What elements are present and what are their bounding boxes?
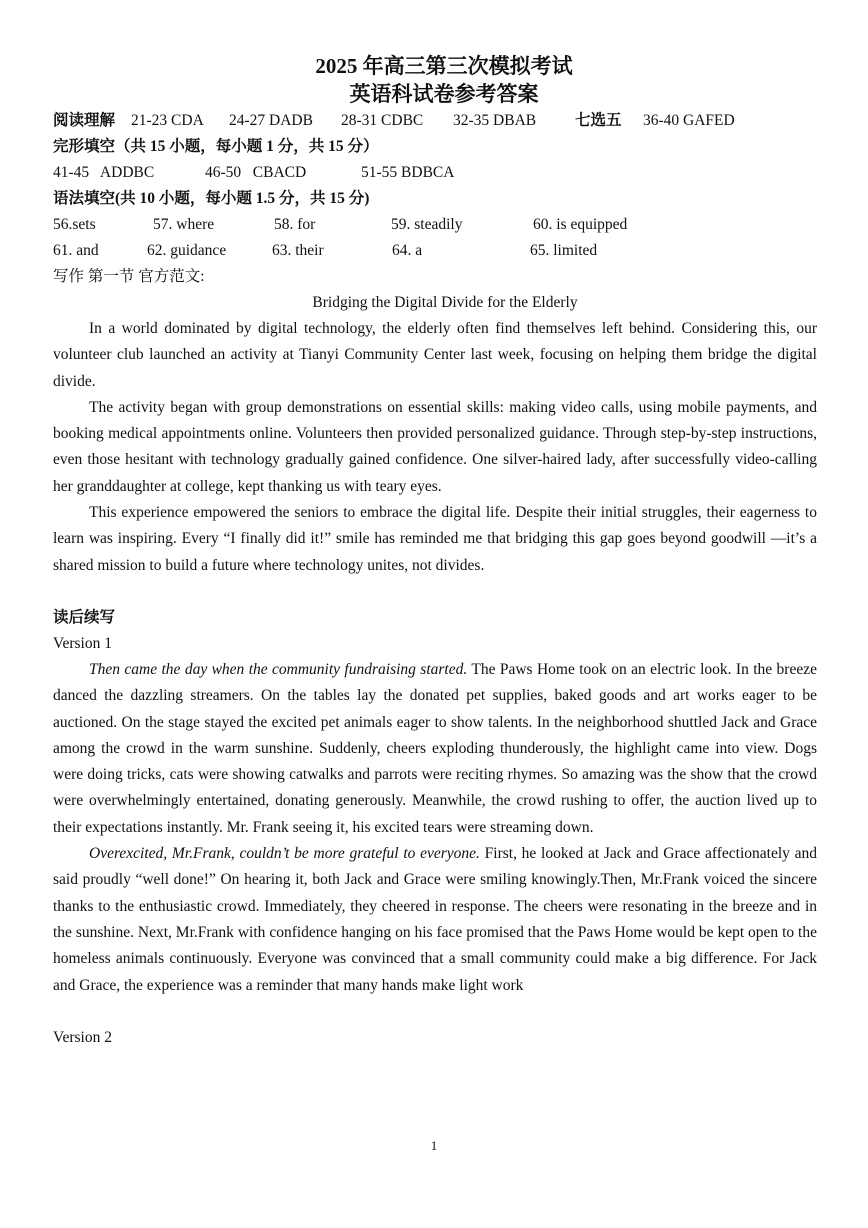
answer-group: 24-27 DADB: [229, 112, 313, 129]
grammar-answers-row: [53, 238, 817, 264]
continuation-label: 读后续写: [53, 608, 116, 626]
reading-label: 阅读理解: [53, 112, 116, 129]
paragraph-body: The Paws Home took on an electric look. In the breeze danced the dazzling streamers. On the tables lay the donated pet supplies, baked goods and art works eager to be auctioned. On the stage stayed the excited pet animals eager to show talents. In the neighborhood shuttled Jack and Grace among the crowd in the warm sunshine. Suddenly, cheers exploding thunderously, the highlight came into view. Dogs were doing tricks, cats were showing catwalks and parrots were reciting rhymes. So amazing was the show that the crowd were overwhelmingly entertained, donating generously. Meanwhile, the crowd rushing to offer, the auction lived up to their expectations instantly. Mr. Frank seeing it, his excited tears were streaming down.: [53, 660, 817, 836]
essay-paragraph: In a world dominated by digital technology, the elderly often find themselves left behind. Considering this, our volunteer club launched an activity at Tianyi Community Center last week, focusing on helping them bridge the digital divide.: [53, 320, 817, 390]
grammar-answer: 60. is equipped: [533, 216, 628, 233]
essay-paragraph: This experience empowered the seniors to embrace the digital life. Despite their initial struggles, their eagerness to learn was inspiring. Every “I finally did it!” smile has reminded me that bridging this gap goes beyond goodwill —it’s a shared mission to build a future where technology unites, not divides.: [53, 504, 817, 574]
reading-answers: [53, 108, 817, 134]
grammar-answer: 64. a: [392, 242, 423, 259]
answer-group: 41-45 ADDBC: [53, 164, 155, 181]
paragraph-lead: Then came the day when the community fundraising started.: [89, 660, 468, 678]
answer-group: 28-31 CDBC: [341, 112, 424, 129]
grammar-answer: 58. for: [274, 216, 316, 233]
grammar-answer: 62. guidance: [147, 242, 227, 259]
paragraph-lead: Overexcited, Mr.Frank, couldn’t be more grateful to everyone.: [89, 845, 480, 863]
grammar-answers-row: [53, 212, 817, 238]
answer-group: 46-50 CBACD: [205, 164, 307, 181]
grammar-heading: 语法填空(共 10 小题，每小题 1.5 分，共 15 分): [53, 190, 370, 207]
seven-choose-five-label: 七选五: [575, 112, 622, 129]
continuation-paragraph: [53, 841, 817, 999]
grammar-answer: 63. their: [272, 242, 324, 259]
writing-section-label: 写作 第一节 官方范文:: [53, 268, 205, 285]
continuation-paragraph: [53, 657, 817, 841]
grammar-answer: 59. steadily: [391, 216, 463, 233]
answer-group: 21-23 CDA: [131, 112, 204, 129]
answer-group: 32-35 DBAB: [453, 112, 537, 129]
essay-paragraph: The activity began with group demonstrations on essential skills: making video calls, using mobile payments, and booking medical appointments online. Volunteers then provided personalized guidance. Through step-by-step instructions, even those hesitant with technology gradually gained confidence. One silver-haired lady, after successfully video-calling her granddaughter at college, kept thanking us with teary eyes.: [53, 398, 817, 495]
cloze-answers: [53, 160, 817, 186]
version-label: Version 2: [53, 1028, 112, 1046]
essay-title: Bridging the Digital Divide for the Elderly: [312, 294, 578, 311]
exam-subtitle: 英语科试卷参考答案: [349, 82, 539, 106]
grammar-answer: 65. limited: [530, 242, 598, 259]
version-label: Version 1: [53, 634, 112, 652]
grammar-answer: 56.sets: [53, 216, 96, 233]
answer-group: 36-40 GAFED: [643, 112, 735, 129]
paragraph-body: First, he looked at Jack and Grace affectionately and said proudly “well done!” On hearing it, both Jack and Grace were smiling knowingly.Then, Mr.Frank voiced the sincere thanks to the enthusiastic crowd. Immediately, they cheered in response. The cheers were resonating in the breeze and in the sunshine. Next, Mr.Frank with confidence hanging on his face promised that the Paws Home would be kept open to the homeless animals continuously. Everyone was convinced that a small community could make a big difference. For Jack and Grace, the experience was a reminder that many hands make light work: [53, 845, 818, 994]
page-number: 1: [430, 1138, 438, 1153]
cloze-heading: 完形填空（共 15 小题，每小题 1 分，共 15 分）: [53, 138, 379, 155]
answer-group: 51-55 BDBCA: [361, 164, 455, 181]
answer-sheet: [53, 52, 817, 1051]
grammar-answer: 61. and: [53, 242, 99, 259]
grammar-answer: 57. where: [153, 216, 215, 233]
exam-title: 2025 年高三第三次模拟考试: [315, 54, 573, 78]
